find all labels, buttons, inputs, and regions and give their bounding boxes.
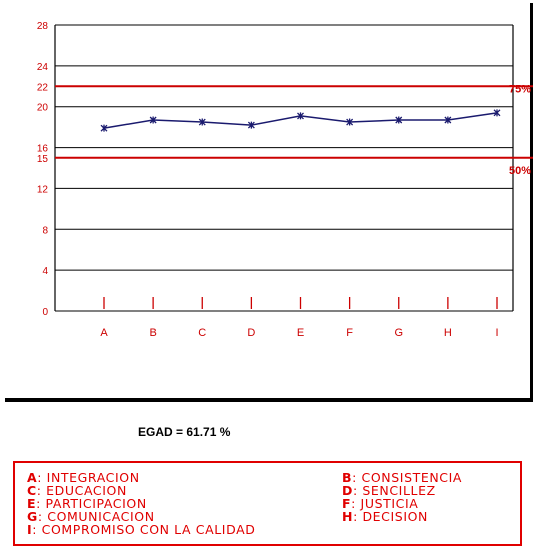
y-tick-label: 16 — [36, 143, 48, 155]
legend-item-h — [342, 510, 428, 523]
x-tick-label: I — [495, 327, 499, 339]
x-tick-label: A — [100, 327, 108, 339]
legend-label: DECISION — [362, 509, 429, 524]
x-tick-label: G — [394, 327, 404, 339]
legend-key: I — [27, 522, 33, 537]
legend-sep: : — [37, 470, 43, 485]
x-tick-label: F — [346, 327, 353, 339]
legend-label: SENCILLEZ — [362, 483, 436, 498]
reference-line-right-label: 50% — [509, 164, 532, 177]
legend-sep: : — [353, 509, 358, 524]
y-tick-label: 28 — [36, 21, 48, 32]
legend-sep: : — [36, 496, 41, 511]
y-tick-label: 8 — [42, 225, 48, 237]
legend-label: CONSISTENCIA — [361, 470, 463, 485]
y-tick-label: 12 — [36, 184, 48, 196]
legend-sep: : — [32, 522, 38, 537]
legend-key: H — [342, 509, 354, 524]
x-tick-label: B — [149, 327, 157, 339]
legend-sep: : — [36, 483, 42, 498]
legend-label: PARTICIPACION — [45, 496, 147, 511]
x-tick-label: C — [198, 327, 207, 339]
legend-key: D — [342, 483, 353, 498]
x-tick-label: E — [296, 327, 305, 339]
legend-label: COMPROMISO CON LA CALIDAD — [41, 522, 256, 537]
y-tick-label: 24 — [36, 61, 48, 73]
line-chart — [5, 3, 533, 402]
x-tick-label: H — [443, 327, 452, 339]
legend-sep: : — [351, 496, 356, 511]
reference-line-label: 22 — [36, 82, 48, 94]
legend-key: B — [342, 470, 353, 485]
legend-key: G — [27, 509, 38, 524]
legend-key: C — [27, 483, 37, 498]
legend-label: EDUCACION — [46, 483, 127, 498]
reference-line-right-label: 75% — [509, 83, 532, 96]
legend-sep: : — [37, 509, 43, 524]
chart-frame — [5, 3, 533, 402]
legend-sep: : — [352, 483, 358, 498]
y-tick-label: 0 — [42, 307, 48, 318]
x-tick-label: D — [247, 327, 256, 339]
y-tick-label: 4 — [42, 266, 48, 278]
legend-label: INTEGRACION — [46, 470, 140, 485]
legend-item-i — [27, 523, 255, 536]
reference-line-label: 15 — [36, 153, 48, 165]
legend-sep: : — [352, 470, 357, 485]
legend-key: E — [27, 496, 37, 511]
y-tick-label: 20 — [36, 102, 48, 114]
legend-key: F — [342, 496, 352, 511]
legend-box — [13, 461, 522, 546]
summary-value: EGAD = 61.71 % — [138, 425, 231, 439]
legend-label: COMUNICACION — [47, 509, 155, 524]
legend-key: A — [27, 470, 38, 485]
legend-label: JUSTICIA — [360, 496, 419, 511]
